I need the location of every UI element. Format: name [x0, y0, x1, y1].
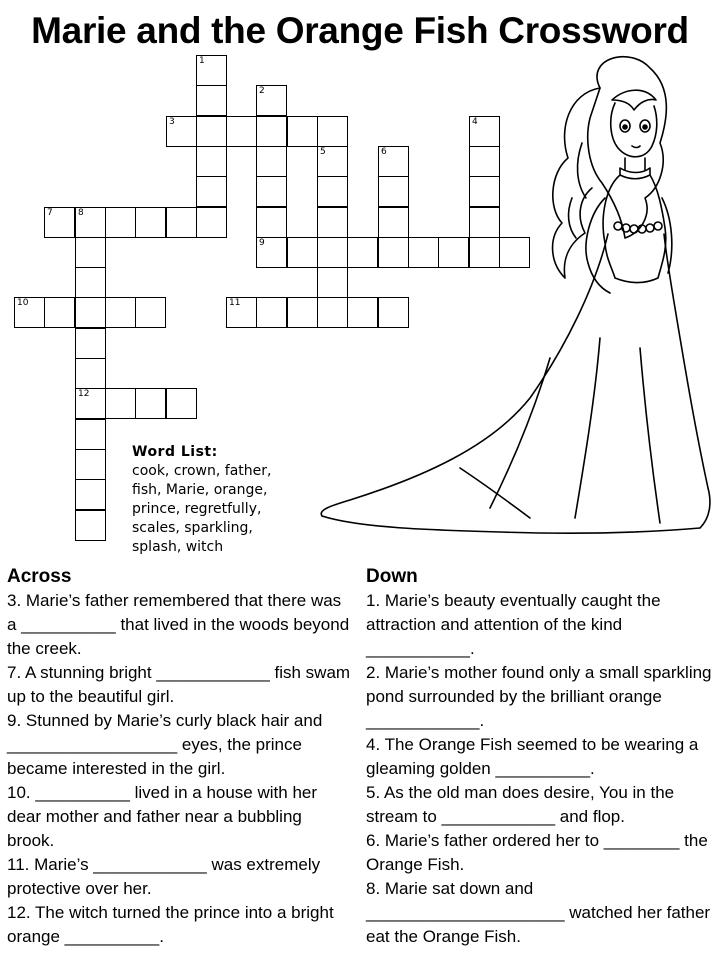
crossword-cell[interactable]: [226, 116, 257, 147]
bodice: [603, 175, 666, 283]
skirt-outline: [321, 234, 710, 533]
down-clue: 6. Marie’s father ordered her to ________ the Orange Fish.: [366, 831, 708, 874]
across-clue: 9. Stunned by Marie’s curly black hair and __________________ eyes, the prince became interested in the girl.: [7, 711, 323, 778]
down-heading: Down: [366, 566, 418, 587]
crossword-cell[interactable]: [135, 388, 166, 419]
crossword-cell[interactable]: [256, 237, 287, 268]
crossword-cell[interactable]: [196, 146, 227, 177]
down-clue: 8. Marie sat down and _____________________ watched her father eat the Orange Fish.: [366, 879, 711, 946]
crossword-cell[interactable]: [256, 85, 287, 116]
crossword-cell[interactable]: [44, 207, 75, 238]
word-list-line: scales, sparkling,: [132, 520, 253, 536]
clue-number: 4: [472, 117, 478, 127]
crossword-cell[interactable]: [75, 237, 106, 268]
crossword-cell[interactable]: [105, 297, 136, 328]
crossword-cell[interactable]: [75, 207, 106, 238]
clue-number: 2: [259, 86, 265, 96]
crossword-cell[interactable]: [75, 267, 106, 298]
arm-left: [586, 198, 610, 293]
down-clue: 5. As the old man does desire, You in the stream to ____________ and flop.: [366, 783, 675, 826]
crossword-cell[interactable]: [75, 388, 106, 419]
word-list: [132, 443, 307, 557]
crossword-cell[interactable]: [44, 297, 75, 328]
bangs: [612, 90, 656, 110]
word-list-line: cook, crown, father,: [132, 463, 272, 479]
down-clue: 2. Marie’s mother found only a small sparkling pond surrounded by the brilliant orange ____________.: [366, 663, 712, 730]
mouth: [632, 146, 640, 148]
crossword-cell[interactable]: [166, 116, 197, 147]
skirt-fold: [460, 468, 530, 518]
crossword-cell[interactable]: [14, 297, 45, 328]
crossword-cell[interactable]: [75, 479, 106, 510]
crossword-cell[interactable]: [105, 207, 136, 238]
clue-number: 10: [17, 298, 29, 308]
clue-number: 5: [320, 147, 326, 157]
crossword-cell[interactable]: [256, 297, 287, 328]
across-clue: 3. Marie’s father remembered that there was a __________ that lived in the woods beyond the creek.: [7, 591, 350, 658]
clue-number: 3: [169, 117, 175, 127]
down-clues: [366, 565, 716, 949]
across-clue: 11. Marie’s ____________ was extremely protective over her.: [7, 855, 321, 898]
crossword-cell[interactable]: [75, 510, 106, 541]
crossword-cell[interactable]: [196, 176, 227, 207]
down-clue: 1. Marie’s beauty eventually caught the attraction and attention of the kind ___________.: [366, 591, 661, 658]
word-list-line: prince, regretfully,: [132, 501, 262, 517]
princess-illustration: [300, 48, 720, 548]
hair-strand: [569, 198, 576, 238]
skirt-fold: [575, 338, 600, 518]
crossword-cell[interactable]: [75, 358, 106, 389]
crossword-cell[interactable]: [75, 449, 106, 480]
across-clue: 12. The witch turned the prince into a bright orange __________.: [7, 903, 334, 946]
crossword-cell[interactable]: [166, 388, 197, 419]
crossword-cell[interactable]: [75, 297, 106, 328]
crossword-cell[interactable]: [135, 207, 166, 238]
across-clues: [7, 565, 352, 949]
crossword-cell[interactable]: [75, 328, 106, 359]
face-outline: [611, 103, 657, 157]
across-clue: 7. A stunning bright ____________ fish swam up to the beautiful girl.: [7, 663, 351, 706]
crossword-cell[interactable]: [166, 207, 197, 238]
pearl-belt: [614, 222, 662, 233]
crossword-cell[interactable]: [75, 419, 106, 450]
word-list-line: fish, Marie, orange,: [132, 482, 268, 498]
page-title: Marie and the Orange Fish Crossword: [31, 10, 689, 51]
crossword-cell[interactable]: [256, 207, 287, 238]
hair-outline: [588, 57, 667, 238]
crossword-cell[interactable]: [196, 116, 227, 147]
across-heading: Across: [7, 566, 72, 587]
clue-number: 12: [78, 389, 90, 399]
down-clue: 4. The Orange Fish seemed to be wearing a gleaming golden __________.: [366, 735, 699, 778]
word-list-heading: Word List:: [132, 444, 218, 460]
crossword-cell[interactable]: [135, 297, 166, 328]
clue-number: 6: [381, 147, 387, 157]
crossword-cell[interactable]: [196, 85, 227, 116]
hair-left-curls: [553, 88, 600, 278]
crossword-cell[interactable]: [105, 388, 136, 419]
skirt-fold: [640, 348, 660, 523]
clue-number: 7: [47, 208, 53, 218]
crossword-cell[interactable]: [196, 207, 227, 238]
crossword-cell[interactable]: [256, 146, 287, 177]
crossword-cell[interactable]: [256, 116, 287, 147]
clue-number: 9: [259, 238, 265, 248]
crossword-cell[interactable]: [226, 297, 257, 328]
crossword-cell[interactable]: [196, 55, 227, 86]
clue-number: 8: [78, 208, 84, 218]
hair-strand: [577, 143, 586, 198]
crossword-cell[interactable]: [256, 176, 287, 207]
clue-number: 1: [199, 56, 205, 66]
clue-number: 11: [229, 298, 241, 308]
across-clue: 10. __________ lived in a house with her dear mother and father near a bubbling brook.: [7, 783, 318, 850]
word-list-line: splash, witch: [132, 539, 224, 555]
neck: [625, 158, 645, 170]
